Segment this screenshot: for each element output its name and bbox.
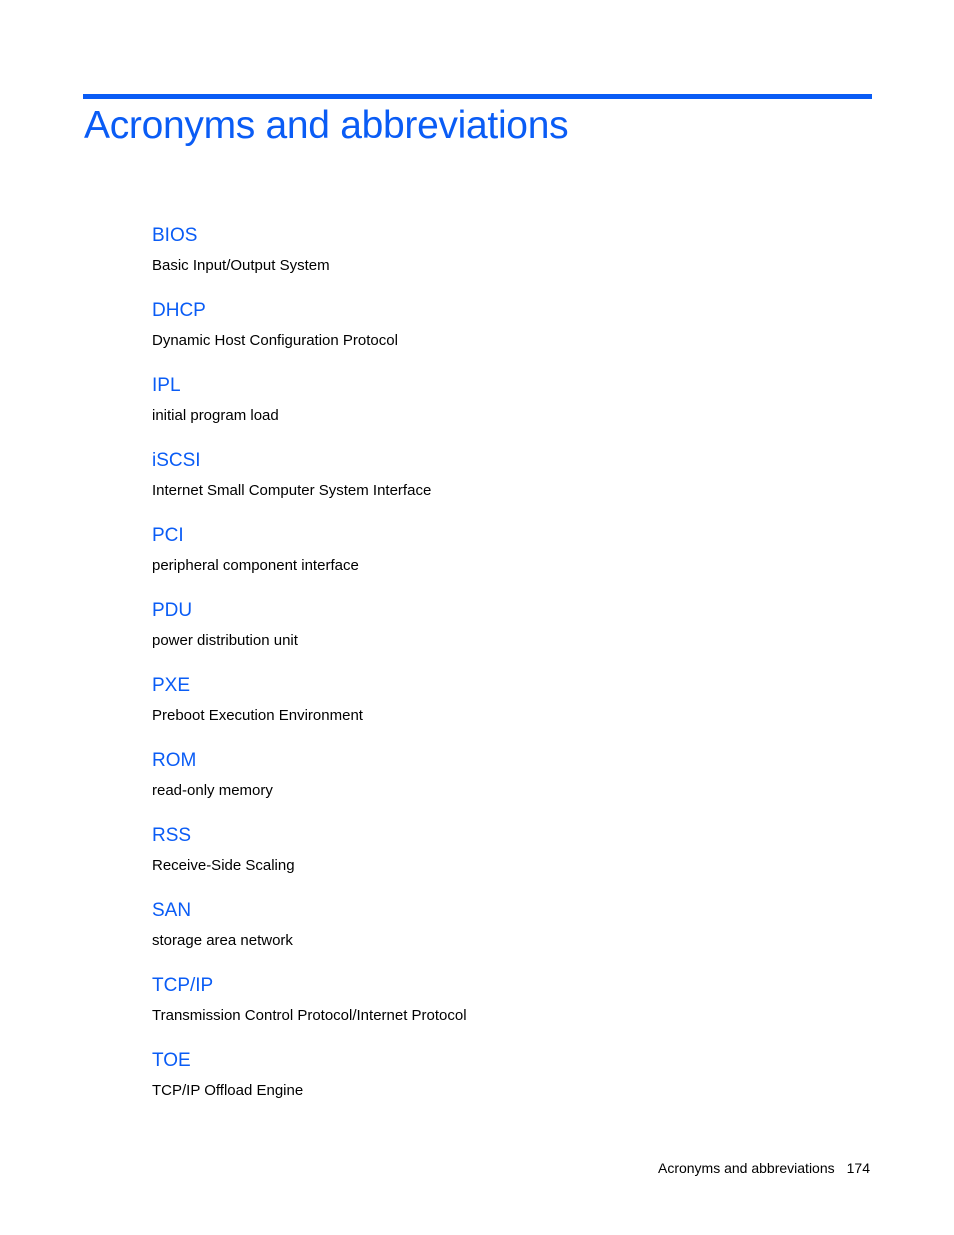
acronym-entry — [152, 823, 852, 898]
acronym-entry — [152, 373, 852, 448]
acronym-definition: Dynamic Host Configuration Protocol — [152, 332, 398, 349]
page-footer — [658, 1158, 870, 1178]
acronym-definition: Preboot Execution Environment — [152, 707, 363, 724]
acronym-entry — [152, 673, 852, 748]
acronym-term-ipl[interactable]: IPL — [152, 375, 181, 396]
acronym-term-pxe[interactable]: PXE — [152, 675, 191, 696]
acronym-entry — [152, 598, 852, 673]
acronym-term-iscsi[interactable]: iSCSI — [152, 450, 201, 471]
page-title: Acronyms and abbreviations — [84, 104, 569, 147]
acronym-term-dhcp[interactable]: DHCP — [152, 300, 206, 321]
acronym-entry — [152, 748, 852, 823]
acronym-term-pci[interactable]: PCI — [152, 525, 184, 546]
acronym-entry — [152, 1048, 852, 1123]
acronym-term-rss[interactable]: RSS — [152, 825, 192, 846]
acronym-entry — [152, 448, 852, 523]
acronym-term-toe[interactable]: TOE — [152, 1050, 191, 1071]
acronym-definition: Receive-Side Scaling — [152, 857, 295, 874]
title-rule — [83, 94, 872, 99]
acronym-term-pdu[interactable]: PDU — [152, 600, 193, 621]
acronym-definition: peripheral component interface — [152, 557, 359, 574]
page-number: 174 — [846, 1160, 870, 1176]
acronym-term-rom[interactable]: ROM — [152, 750, 197, 771]
acronym-list — [152, 223, 852, 1123]
acronym-definition: storage area network — [152, 932, 293, 949]
acronym-term-bios[interactable]: BIOS — [152, 225, 198, 246]
acronym-definition: power distribution unit — [152, 632, 298, 649]
acronym-definition: initial program load — [152, 407, 279, 424]
acronym-term-tcp-ip[interactable]: TCP/IP — [152, 975, 214, 996]
footer-section-title: Acronyms and abbreviations — [657, 1160, 835, 1176]
acronym-definition: read-only memory — [152, 782, 273, 799]
acronym-entry — [152, 973, 852, 1048]
acronym-term-san[interactable]: SAN — [152, 900, 192, 921]
acronym-entry — [152, 298, 852, 373]
acronym-entry — [152, 898, 852, 973]
acronym-entry — [152, 523, 852, 598]
acronym-definition: Internet Small Computer System Interface — [152, 482, 432, 499]
acronym-entry — [152, 223, 852, 298]
acronym-definition: Transmission Control Protocol/Internet Protocol — [152, 1007, 467, 1024]
acronym-definition: Basic Input/Output System — [152, 257, 330, 274]
acronym-definition: TCP/IP Offload Engine — [152, 1082, 304, 1099]
